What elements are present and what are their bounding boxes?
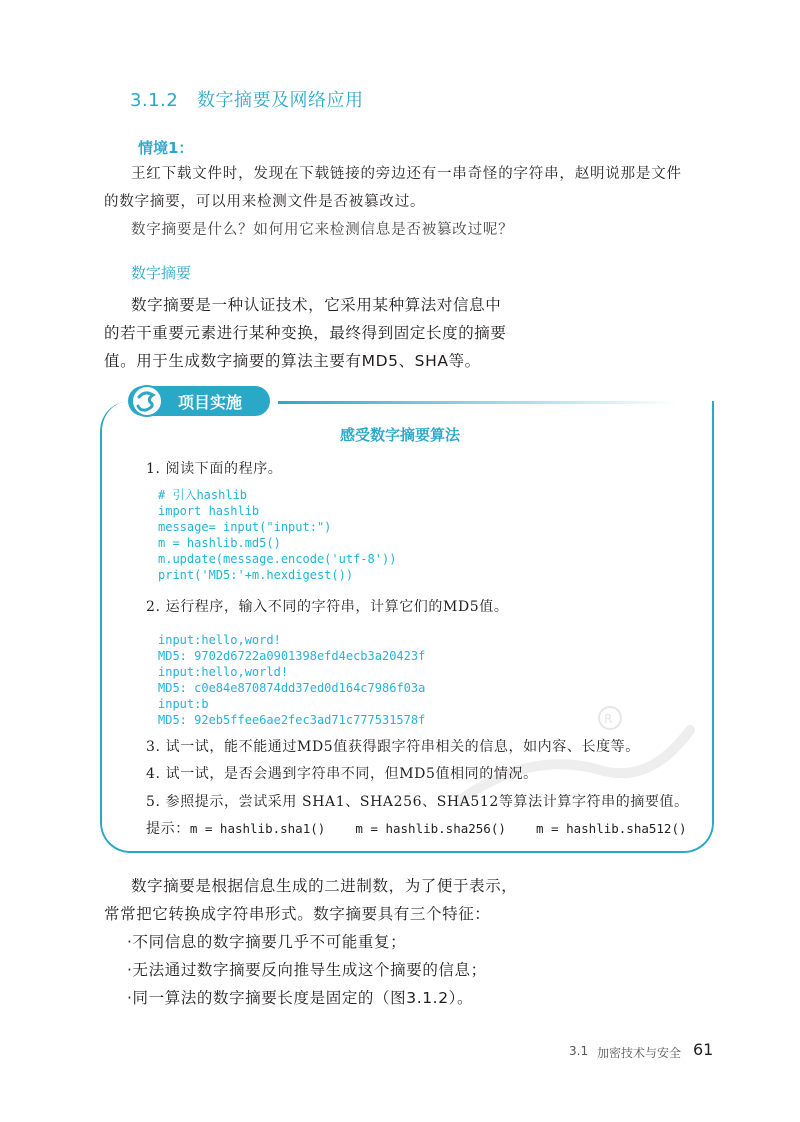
output-line: MD5: c0e84e870874dd37ed0d164c7986f03a — [158, 681, 426, 695]
features-intro-1: 数字摘要是根据信息生成的二进制数，为了便于表示， — [131, 877, 518, 895]
output-block — [158, 632, 425, 728]
footer-section-title: 加密技术与安全 — [597, 1046, 682, 1060]
digest-heading: 数字摘要 — [131, 264, 192, 282]
hint-row — [146, 818, 687, 838]
digest-line-1: 数字摘要是一种认证技术，它采用某种算法对信息中 — [131, 296, 502, 314]
code-block — [158, 487, 396, 583]
digest-line-3: 值。用于生成数字摘要的算法主要有MD5、SHA等。 — [104, 352, 481, 370]
hint-label: 提示： — [146, 821, 190, 837]
output-line: input:hello,world! — [158, 665, 289, 679]
step-3: 3. 试一试，能不能通过MD5值获得跟字符串相关的信息，如内容、长度等。 — [146, 739, 640, 755]
code-line: m.update(message.encode('utf-8')) — [158, 552, 397, 566]
feature-bullet-3: ·同一算法的数字摘要长度是固定的（图3.1.2）。 — [127, 989, 474, 1007]
output-line: MD5: 9702d6722a0901398efd4ecb3a20423f — [158, 649, 426, 663]
step-1: 1. 阅读下面的程序。 — [146, 461, 283, 477]
step-4: 4. 试一试，是否会遇到字符串不同，但MD5值相同的情况。 — [146, 766, 538, 782]
section-number: 3.1.2 — [130, 90, 179, 111]
feature-bullet-2: ·无法通过数字摘要反向推导生成这个摘要的信息； — [127, 961, 487, 979]
project-title: 感受数字摘要算法 — [339, 426, 460, 444]
output-line: input:b — [158, 697, 209, 711]
section-title — [130, 86, 363, 112]
scenario-line-1: 王红下载文件时，发现在下载链接的旁边还有一串奇怪的字符串，赵明说那是文件 — [131, 166, 682, 182]
output-line: input:hello,word! — [158, 633, 281, 647]
code-line: message= input("input:") — [158, 520, 332, 534]
digest-line-2: 的若干重要元素进行某种变换，最终得到固定长度的摘要 — [104, 324, 507, 342]
page-number: 61 — [693, 1040, 714, 1059]
scenario-question: 数字摘要是什么？如何用它来检测信息是否被篡改过呢？ — [131, 222, 514, 238]
hint-code: m = hashlib.sha1() m = hashlib.sha256() m = hashlib.sha512() — [189, 821, 687, 836]
scenario-line-2: 的数字摘要，可以用来检测文件是否被篡改过。 — [104, 194, 426, 210]
svg-text:R: R — [604, 712, 613, 726]
project-badge-icon — [130, 384, 166, 418]
code-line: # 引入hashlib — [158, 488, 248, 502]
step-2: 2. 运行程序，输入不同的字符串，计算它们的MD5值。 — [146, 599, 509, 615]
output-line: MD5: 92eb5ffee6ae2fec3ad71c777531578f — [158, 713, 426, 727]
features-intro-2: 常常把它转换成字符串形式。数字摘要具有三个特征： — [104, 905, 491, 923]
project-banner-label: 项目实施 — [178, 393, 243, 412]
code-line: print('MD5:'+m.hexdigest()) — [158, 568, 354, 582]
code-line: import hashlib — [158, 504, 260, 518]
project-box-top-line — [278, 401, 678, 404]
scenario-label: 情境1： — [138, 139, 194, 157]
footer-section-number: 3.1 — [569, 1044, 589, 1058]
section-heading: 数字摘要及网络应用 — [196, 90, 364, 111]
step-5: 5. 参照提示，尝试采用 SHA1、SHA256、SHA512等算法计算字符串的摘要值。 — [146, 794, 689, 810]
code-line: m = hashlib.md5() — [158, 536, 281, 550]
feature-bullet-1: ·不同信息的数字摘要几乎不可能重复； — [127, 933, 407, 951]
